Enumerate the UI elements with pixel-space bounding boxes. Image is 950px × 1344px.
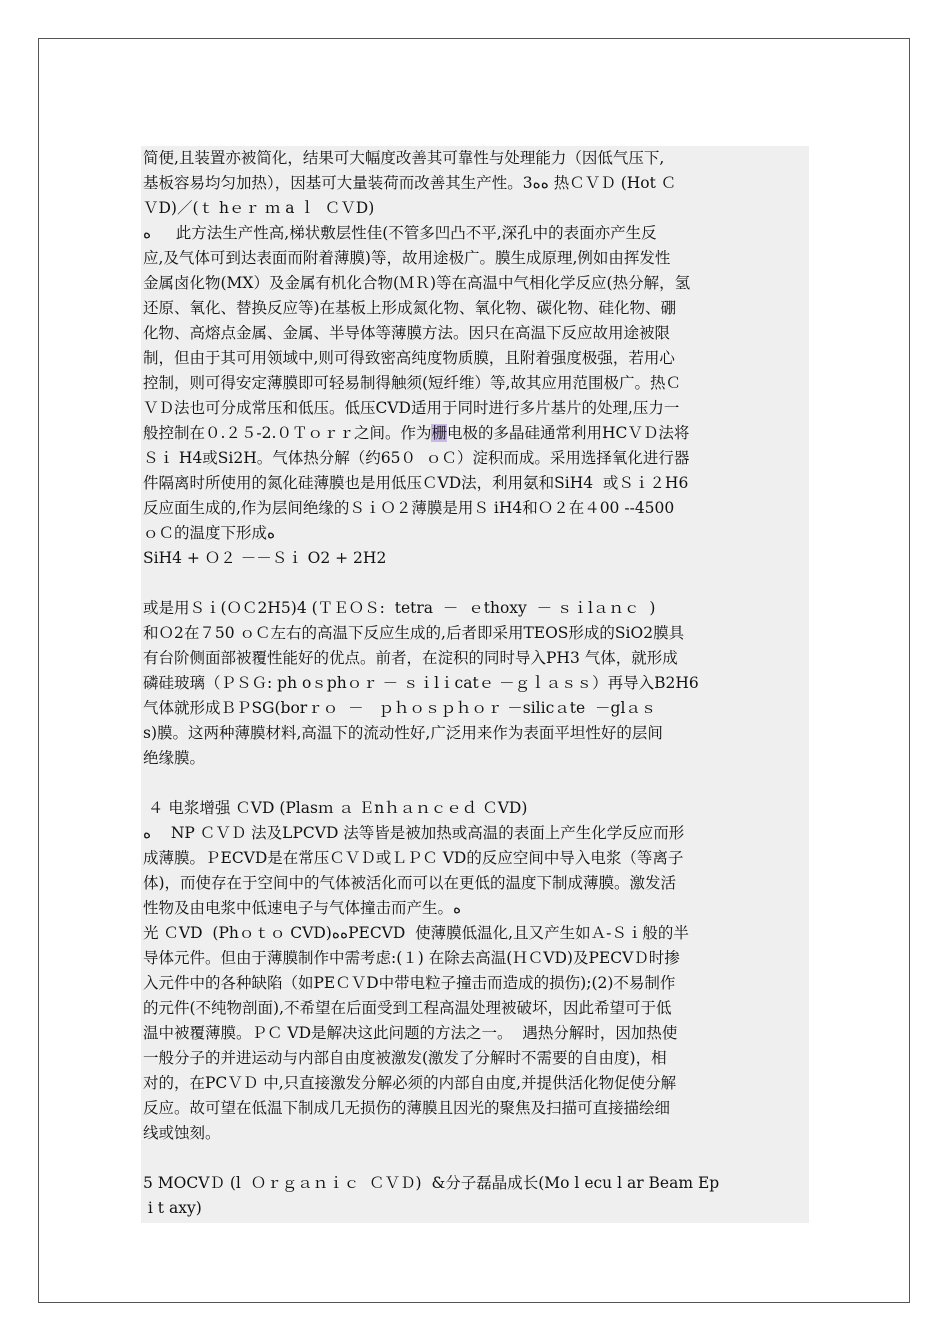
blank-line — [143, 1146, 809, 1171]
text-segment: 电极的多晶硅通常利用HCＶＤ法将 — [446, 424, 690, 442]
text-line: 入元件中的各种缺陷（如PEＣＶD中带电粒子撞击而造成的损伤);(2)不易制作 — [143, 974, 676, 992]
text-line: 简便,且装置亦被简化，结果可大幅度改善其可靠性与处理能力（因低气压下, — [143, 149, 665, 167]
document-body — [141, 146, 809, 1223]
highlighted-character: 栅 — [431, 424, 447, 442]
text-line: s)膜。这两种薄膜材料,高温下的流动性好,广泛用来作为表面平坦性好的层间 — [143, 724, 663, 742]
text-line: Ｓｉ H4或Si2H。气体热分解（约65０ ｏＣ）淀积而成。采用选择氧化进行器 — [143, 449, 690, 467]
text-line: 和Ｏ2在７50 ｏＣ左右的高温下反应生成的,后者即采用TEOS形成的SiO2膜具 — [143, 624, 685, 642]
text-line: 金属卤化物(MX）及金属有机化合物(ＭＲ)等在高温中气相化学反应(热分解，氢 — [143, 274, 691, 292]
text-line: 对的，在PCＶＤ 中,只直接激发分解必须的内部自由度,并提供活化物促使分解 — [143, 1074, 677, 1092]
text-line: 反应面生成的,作为层间绝缘的ＳｉＯ２薄膜是用Ｓ iH4和Ｏ２在４00 --4500 — [143, 499, 675, 517]
blank-line — [143, 771, 809, 796]
text-line: 基板容易均匀加热），因基可大量装荷而改善其生产性。3ﻩﻩ 热ＣＶＤ (Hot Ｃ — [143, 174, 677, 192]
text-line: 导体元件。但由于薄膜制作中需考虑:(１) 在除去高温(ＨＣVD)及PECVＤ时掺 — [143, 949, 680, 967]
blank-line — [143, 571, 809, 596]
text-line: 控制，则可得安定薄膜即可轻易制得触须(短纤维）等,故其应用范围极广。热Ｃ — [143, 374, 681, 392]
text-line: 化物、高熔点金属、金属、半导体等薄膜方法。因只在高温下反应故用途被限 — [143, 324, 671, 342]
text-line: ＶＤ法也可分成常压和低压。低压CVD适用于同时进行多片基片的处理,压力一 — [143, 399, 680, 417]
text-line: i t axy) — [143, 1199, 202, 1217]
text-line: 磷硅玻璃（ＰＳＧ: ph oｓphｏｒ － ｓｉlｉcatｅ －ｇｌａｓｓ）再导入B2H6 — [143, 674, 699, 692]
text-line: 一般分子的并进运动与内部自由度被激发(激发了分解时不需要的自由度)，相 — [143, 1049, 667, 1067]
text-line: ＶD)／(ｔ hｅｒ ｍ a ｌ ＣＶD) — [143, 199, 375, 217]
text-line: ﻩ NP ＣＶＤ 法及LPCVD 法等皆是被加热或高温的表面上产生化学反应而形 — [143, 824, 685, 842]
text-line: 反应。故可望在低温下制成几无损伤的薄膜且因光的聚焦及扫描可直接描绘细 — [143, 1099, 671, 1117]
text-line: 的元件(不纯物剖面),不希望在后面受到工程高温处理被破坏，因此希望可于低 — [143, 999, 672, 1017]
text-line: 还原、氧化、替换反应等)在基板上形成氮化物、氧化物、碳化物、硅化物、硼 — [143, 299, 677, 317]
text-line: 绝缘膜。 — [143, 749, 206, 767]
text-line: 气体就形成ＢＰSG(borｒｏ － ｐｈｏｓｐｈｏｒ －silicａte －glａｓ — [143, 699, 657, 717]
text-line: 成薄膜。ＰECVD是在常压ＣＶＤ或ＬＰＣ VD的反应空间中导入电浆（等离子 — [143, 849, 684, 867]
text-line: 线或蚀刻。 — [143, 1124, 221, 1142]
text-line: 体)，而使存在于空间中的气体被活化而可以在更低的温度下制成薄膜。激发活 — [143, 874, 677, 892]
text-line: 光 ＣVD (Phｏｔｏ CVD)ﻩﻩPECVD 使薄膜低温化,且又产生如Ａ-Ｓｉ般的半 — [143, 924, 689, 942]
text-segment: 般控制在０.２５-2.０Ｔｏｒｒ之间。作为 — [143, 424, 432, 442]
text-line: ｏＣ的温度下形成ﻩ — [143, 524, 276, 542]
text-line: 或是用Ｓｉ(ＯＣ2H5)4 (ＴＥＯＳ: tetra － ｅthoxy － ｓｉlａｎｃ ) — [143, 599, 656, 617]
text-line: 温中被覆薄膜。ＰＣ VD是解决这此问题的方法之一。 遇热分解时，因加热使 — [143, 1024, 678, 1042]
text-line: 性物及由电浆中低速电子与气体撞击而产生。ﻩ — [143, 899, 462, 917]
text-line: 件隔离时所使用的氮化硅薄膜也是用低压ＣVD法，利用氨和SiH4 或Ｓｉ２H6 — [143, 474, 689, 492]
section-heading: 5 MOCVＤ (l Ｏｒｇａｎｉｃ ＣＶＤ) &分子磊晶成长(Mo l ecu l ar Beam Ep — [143, 1174, 720, 1192]
text-line: 制，但由于其可用领域中,则可得致密高纯度物质膜，且附着强度极强，若用心 — [143, 349, 675, 367]
section-heading: ４ 电浆增强 ＣVD (Plasｍ ａ Ｅnｈａｎｃｅｄ ＣVD) — [143, 799, 528, 817]
text-line: 有台阶侧面部被覆性能好的优点。前者，在淀积的同时导入PH3 气体，就形成 — [143, 649, 678, 667]
text-line: ﻩ 此方法生产性高,梯状敷层性佳(不管多凹凸不平,深孔中的表面亦产生反 — [143, 224, 657, 242]
text-line-with-highlight — [143, 421, 809, 446]
equation-line: SiH4 + Ｏ２ －－Ｓｉ O2 + 2H2 — [143, 549, 387, 567]
text-line: 应,及气体可到达表面而附着薄膜)等，故用途极广。膜生成原理,例如由挥发性 — [143, 249, 671, 267]
